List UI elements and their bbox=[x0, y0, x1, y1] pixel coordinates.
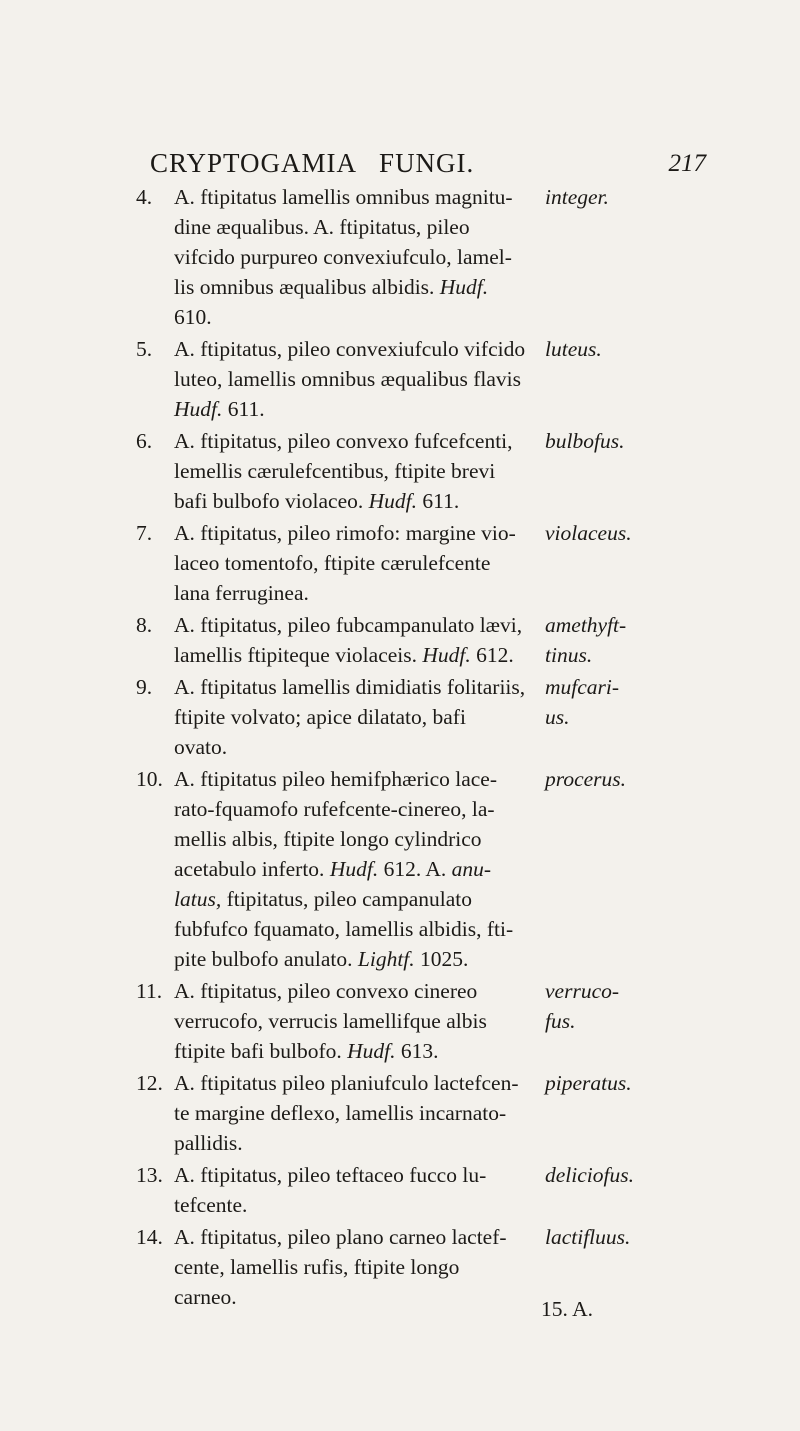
entry-line bbox=[0, 486, 800, 516]
entry-text bbox=[174, 914, 513, 944]
entry-line bbox=[0, 518, 800, 548]
description-text: A. ftipitatus lamellis dimidiatis folitariis, bbox=[174, 675, 526, 699]
species-entry bbox=[0, 518, 800, 608]
entry-text bbox=[174, 426, 513, 456]
running-head-left: CRYPTOGAMIA bbox=[150, 148, 358, 178]
entry-text bbox=[174, 212, 470, 242]
entry-text bbox=[174, 1036, 439, 1066]
entry-text bbox=[174, 640, 514, 670]
entry-text bbox=[174, 944, 468, 974]
entry-line bbox=[0, 394, 800, 424]
species-entry bbox=[0, 610, 800, 670]
citation-author: Hudf. bbox=[174, 397, 223, 421]
citation-page: 1025. bbox=[420, 947, 469, 971]
species-epithet-inline: anu- bbox=[451, 857, 492, 881]
entry-line bbox=[0, 640, 800, 670]
entry-number: 13. bbox=[136, 1163, 163, 1187]
entry-line bbox=[0, 1098, 800, 1128]
species-epithet: deliciofus. bbox=[545, 1163, 634, 1187]
catchword: 15. A. bbox=[541, 1297, 593, 1321]
description-text: bafi bulbofo violaceo. bbox=[174, 489, 364, 513]
entry-line bbox=[0, 976, 800, 1006]
page-number: 217 bbox=[668, 150, 706, 177]
species-epithet: piperatus. bbox=[545, 1071, 632, 1095]
species-epithet: lactifluus. bbox=[545, 1225, 631, 1249]
entry-text bbox=[174, 1068, 518, 1098]
description-text: cente, lamellis rufis, ftipite longo bbox=[174, 1255, 460, 1279]
species-entry bbox=[0, 426, 800, 516]
entry-line bbox=[0, 914, 800, 944]
description-text: A. ftipitatus pileo planiufculo lactefcen- bbox=[174, 1071, 519, 1095]
entry-line bbox=[0, 272, 800, 302]
entry-text bbox=[174, 242, 512, 272]
entry-text bbox=[174, 456, 495, 486]
species-entry bbox=[0, 1160, 800, 1220]
species-epithet: procerus. bbox=[545, 767, 627, 791]
entry-line bbox=[0, 364, 800, 394]
species-epithet: integer. bbox=[545, 185, 609, 209]
entry-text bbox=[174, 1222, 507, 1252]
description-text: lemellis cærulefcentibus, ftipite brevi bbox=[174, 459, 496, 483]
entry-line bbox=[0, 672, 800, 702]
entry-line bbox=[0, 302, 800, 332]
description-text: acetabulo inferto. bbox=[174, 857, 325, 881]
species-entry bbox=[0, 764, 800, 974]
entry-text bbox=[174, 1252, 459, 1282]
entry-text bbox=[174, 610, 522, 640]
entry-line bbox=[0, 1222, 800, 1252]
entry-text bbox=[174, 764, 497, 794]
entry-line bbox=[0, 884, 800, 914]
entry-line bbox=[0, 456, 800, 486]
species-entry bbox=[0, 334, 800, 424]
entry-text bbox=[174, 1190, 247, 1220]
description-text: te margine deflexo, lamellis incarnato- bbox=[174, 1101, 507, 1125]
description-text: dine æqualibus. A. ftipitatus, pileo bbox=[174, 215, 470, 239]
entry-line bbox=[0, 426, 800, 456]
entry-number: 14. bbox=[136, 1225, 163, 1249]
species-entry bbox=[0, 1068, 800, 1158]
entry-line bbox=[0, 242, 800, 272]
entry-text bbox=[174, 1282, 237, 1312]
entry-text bbox=[174, 854, 491, 884]
species-entry bbox=[0, 182, 800, 332]
entry-text bbox=[174, 272, 488, 302]
entry-line bbox=[0, 732, 800, 762]
description-text: carneo. bbox=[174, 1285, 237, 1309]
description-text: lamellis ftipiteque violaceis. bbox=[174, 643, 417, 667]
entry-line bbox=[0, 1282, 800, 1312]
entry-number: 7. bbox=[136, 521, 153, 545]
entry-line bbox=[0, 1036, 800, 1066]
entry-line bbox=[0, 578, 800, 608]
entry-text bbox=[174, 182, 513, 212]
entry-text bbox=[174, 548, 490, 578]
description-text: lana ferruginea. bbox=[174, 581, 309, 605]
citation-author: Hudf. bbox=[368, 489, 418, 513]
entry-text bbox=[174, 578, 309, 608]
species-epithet: mufcari- bbox=[545, 675, 620, 699]
entry-number: 12. bbox=[136, 1071, 163, 1095]
entry-text bbox=[174, 394, 265, 424]
description-text: A. ftipitatus pileo hemifphærico lace- bbox=[174, 767, 498, 791]
description-text: A. ftipitatus, pileo convexo fufcefcenti, bbox=[174, 429, 513, 453]
entry-line bbox=[0, 1006, 800, 1036]
running-head-right: FUNGI. bbox=[379, 148, 475, 178]
description-text: ftipite volvato; apice dilatato, bafi bbox=[174, 705, 466, 729]
entry-line bbox=[0, 702, 800, 732]
species-epithet: violaceus. bbox=[545, 521, 632, 545]
entry-number: 5. bbox=[136, 337, 153, 361]
description-text: A. ftipitatus, pileo convexo cinereo bbox=[174, 979, 478, 1003]
entry-line bbox=[0, 1160, 800, 1190]
entry-line bbox=[0, 182, 800, 212]
citation-author: latus, bbox=[174, 887, 222, 911]
species-entry bbox=[0, 672, 800, 762]
entry-number: 11. bbox=[136, 979, 163, 1003]
species-epithet: fus. bbox=[545, 1009, 576, 1033]
entry-line bbox=[0, 1252, 800, 1282]
species-epithet: tinus. bbox=[545, 643, 593, 667]
description-text: luteo, lamellis omnibus æqualibus flavis bbox=[174, 367, 521, 391]
entry-line bbox=[0, 548, 800, 578]
entry-number: 4. bbox=[136, 185, 153, 209]
species-entry bbox=[0, 976, 800, 1066]
citation-author: Hudf. bbox=[347, 1039, 396, 1063]
entry-text bbox=[174, 976, 477, 1006]
running-head-title bbox=[150, 148, 474, 179]
entry-text bbox=[174, 824, 482, 854]
description-text: tefcente. bbox=[174, 1193, 248, 1217]
entry-line bbox=[0, 794, 800, 824]
entry-text bbox=[174, 884, 472, 914]
description-text: A. ftipitatus, pileo convexiufculo vifcido bbox=[174, 337, 526, 361]
description-text: ovato. bbox=[174, 735, 228, 759]
description-text: 610. bbox=[174, 305, 212, 329]
description-text: A. ftipitatus, pileo fubcampanulato lævi, bbox=[174, 613, 523, 637]
entry-text bbox=[174, 732, 227, 762]
species-entry bbox=[0, 1222, 800, 1312]
citation-author: Lightf. bbox=[357, 947, 415, 971]
description-text: A. ftipitatus, pileo teftaceo fucco lu- bbox=[174, 1163, 487, 1187]
species-epithet: luteus. bbox=[545, 337, 602, 361]
description-text: A. ftipitatus, pileo plano carneo lactef- bbox=[174, 1225, 507, 1249]
citation-author: Hudf. bbox=[439, 275, 489, 299]
species-epithet: amethyft- bbox=[545, 613, 627, 637]
entry-line bbox=[0, 1128, 800, 1158]
entry-number: 10. bbox=[136, 767, 163, 791]
entry-line bbox=[0, 212, 800, 242]
entry-line bbox=[0, 1190, 800, 1220]
entry-text bbox=[174, 1006, 487, 1036]
citation-page: 611. bbox=[422, 489, 460, 513]
entry-text bbox=[174, 302, 212, 332]
citation-author: Hudf. bbox=[422, 643, 471, 667]
entry-line bbox=[0, 334, 800, 364]
entry-line bbox=[0, 1068, 800, 1098]
entry-line bbox=[0, 944, 800, 974]
entry-text bbox=[174, 364, 521, 394]
citation-page: 613. bbox=[400, 1039, 439, 1063]
citation-page: 612. A. bbox=[383, 857, 447, 881]
entry-text bbox=[174, 794, 495, 824]
entry-text bbox=[174, 486, 459, 516]
species-epithet: verruco- bbox=[545, 979, 620, 1003]
description-text: vifcido purpureo convexiufculo, lamel- bbox=[174, 245, 512, 269]
description-text: lis omnibus æqualibus albidis. bbox=[174, 275, 435, 299]
entry-text bbox=[174, 1098, 506, 1128]
species-epithet: bulbofus. bbox=[545, 429, 625, 453]
entry-text bbox=[174, 518, 516, 548]
description-text: verrucofo, verrucis lamellifque albis bbox=[174, 1009, 487, 1033]
entry-line bbox=[0, 764, 800, 794]
entry-text bbox=[174, 672, 525, 702]
entry-number: 9. bbox=[136, 675, 153, 699]
entry-text bbox=[174, 1160, 486, 1190]
entry-text bbox=[174, 334, 525, 364]
description-text: A. ftipitatus, pileo rimofo: margine vio- bbox=[174, 521, 516, 545]
entry-line bbox=[0, 824, 800, 854]
citation-author: Hudf. bbox=[329, 857, 379, 881]
entry-number: 6. bbox=[136, 429, 153, 453]
description-text: pite bulbofo anulato. bbox=[174, 947, 353, 971]
description-text: fubfufco fquamato, lamellis albidis, fti- bbox=[174, 917, 514, 941]
entry-line bbox=[0, 610, 800, 640]
species-epithet: us. bbox=[545, 705, 570, 729]
description-text: laceo tomentofo, ftipite cærulefcente bbox=[174, 551, 491, 575]
citation-page: 611. bbox=[227, 397, 265, 421]
citation-page: ftipitatus, pileo campanulato bbox=[226, 887, 472, 911]
species-list bbox=[0, 182, 800, 1314]
description-text: ftipite bafi bulbofo. bbox=[174, 1039, 342, 1063]
description-text: A. ftipitatus lamellis omnibus magnitu- bbox=[174, 185, 513, 209]
entry-text bbox=[174, 702, 466, 732]
description-text: mellis albis, ftipite longo cylindrico bbox=[174, 827, 482, 851]
entry-number: 8. bbox=[136, 613, 153, 637]
description-text: rato-fquamofo rufefcente-cinereo, la- bbox=[174, 797, 495, 821]
description-text: pallidis. bbox=[174, 1131, 243, 1155]
entry-text bbox=[174, 1128, 243, 1158]
entry-line bbox=[0, 854, 800, 884]
citation-page: 612. bbox=[476, 643, 514, 667]
